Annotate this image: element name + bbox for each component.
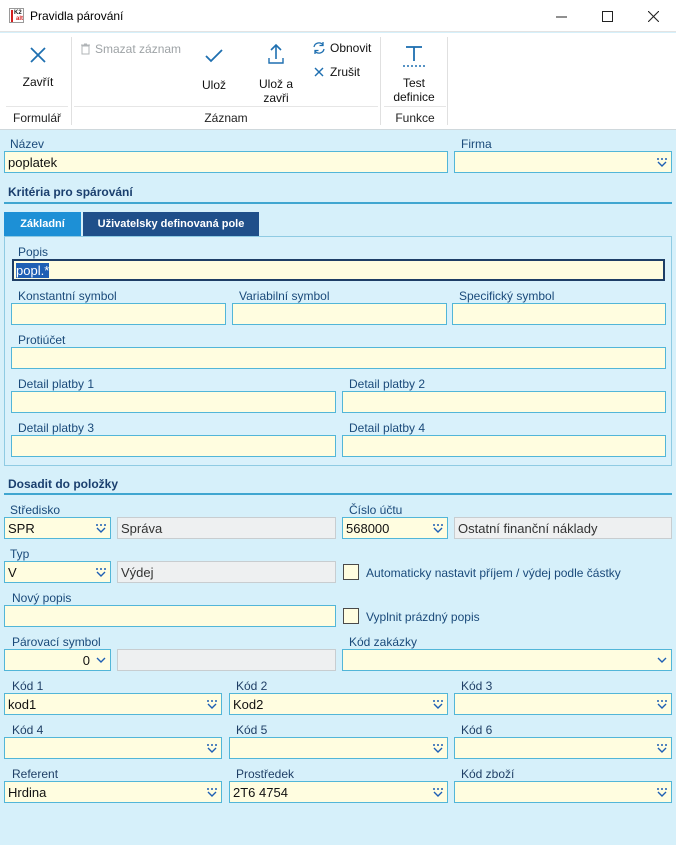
detail3-input[interactable] (11, 435, 336, 457)
goods-code-label: Kód zboží (461, 767, 515, 781)
dropdown-icon (656, 655, 668, 665)
close-window-button[interactable] (630, 0, 676, 32)
auto-type-checkbox[interactable] (343, 564, 359, 580)
detail4-label: Detail platby 4 (349, 421, 426, 435)
pair-symbol-input[interactable]: 0 (4, 649, 111, 671)
assign-section-title: Dosadit do položky (8, 477, 119, 491)
detail4-input[interactable] (342, 435, 666, 457)
criteria-section-title: Kritéria pro spárování (8, 185, 133, 199)
type-label: Typ (10, 547, 30, 561)
title-bar (0, 0, 676, 32)
dropdown-icon (432, 523, 444, 533)
detail3-label: Detail platby 3 (18, 421, 95, 435)
dropdown-icon (95, 523, 107, 533)
minimize-icon (556, 11, 567, 22)
pair-symbol-name (117, 649, 336, 671)
counter-account-label: Protiúčet (18, 333, 66, 347)
assign-section-line (4, 493, 672, 495)
name-label: Název (10, 137, 45, 151)
type-name: Výdej (117, 561, 336, 583)
group-form-label: Formulář (12, 111, 61, 125)
order-code-select[interactable] (342, 649, 672, 671)
tab-basic[interactable]: Základní (4, 212, 81, 236)
variable-symbol-label: Variabilní symbol (239, 289, 330, 303)
code5-select[interactable] (229, 737, 448, 759)
detail2-label: Detail platby 2 (349, 377, 426, 391)
dropdown-icon (206, 743, 218, 753)
referent-select[interactable]: Hrdina (4, 781, 222, 803)
code1-select[interactable]: kod1 (4, 693, 222, 715)
type-select[interactable]: V (4, 561, 111, 583)
trash-icon (80, 43, 91, 55)
company-select[interactable] (454, 151, 672, 173)
dropdown-icon (206, 787, 218, 797)
test-label-2: definice (393, 90, 435, 104)
code5-label: Kód 5 (236, 723, 268, 737)
test-label-1: Test (402, 76, 425, 90)
close-icon (28, 45, 48, 65)
company-label: Firma (461, 137, 492, 151)
counter-account-input[interactable] (11, 347, 666, 369)
dropdown-icon (656, 157, 668, 167)
dropdown-icon (95, 655, 107, 665)
save-close-label-2: zavři (263, 91, 289, 105)
tab-panel-basic (4, 236, 672, 466)
refresh-label: Obnovit (330, 41, 372, 55)
detail1-input[interactable] (11, 391, 336, 413)
save-upload-icon (266, 43, 286, 67)
dropdown-icon (432, 699, 444, 709)
center-select[interactable]: SPR (4, 517, 111, 539)
new-description-label: Nový popis (12, 591, 72, 605)
cancel-label: Zrušit (330, 65, 360, 79)
code4-label: Kód 4 (12, 723, 44, 737)
form-content (0, 131, 676, 845)
name-input[interactable]: poplatek (4, 151, 448, 173)
detail2-input[interactable] (342, 391, 666, 413)
close-icon (648, 11, 659, 22)
tab-user-fields[interactable]: Uživatelsky definovaná pole (83, 212, 259, 236)
code3-select[interactable] (454, 693, 672, 715)
code2-select[interactable]: Kod2 (229, 693, 448, 715)
dropdown-icon (656, 699, 668, 709)
maximize-icon (602, 11, 613, 22)
order-code-label: Kód zakázky (349, 635, 418, 649)
save-close-label-1: Ulož a (258, 77, 293, 91)
variable-symbol-input[interactable] (232, 303, 447, 325)
criteria-section-line (4, 202, 672, 204)
resource-select[interactable]: 2T6 4754 (229, 781, 448, 803)
save-button[interactable] (192, 48, 236, 92)
delete-record-label: Smazat záznam (95, 42, 182, 56)
group-functions-label: Funkce (395, 111, 435, 125)
save-close-button[interactable] (250, 43, 302, 105)
test-definition-button[interactable] (388, 43, 440, 104)
auto-type-label: Automaticky nastavit příjem / výdej podle částky (366, 566, 621, 580)
dropdown-icon (95, 567, 107, 577)
text-format-icon (402, 43, 426, 69)
specific-symbol-input[interactable] (452, 303, 666, 325)
pair-symbol-label: Párovací symbol (12, 635, 101, 649)
minimize-button[interactable] (538, 0, 584, 32)
code2-label: Kód 2 (236, 679, 268, 693)
center-label: Středisko (10, 503, 61, 517)
app-icon: K2 alt (9, 8, 24, 23)
fill-empty-label: Vyplnit prázdný popis (366, 610, 480, 624)
fill-empty-checkbox[interactable] (343, 608, 359, 624)
dropdown-icon (656, 743, 668, 753)
description-input[interactable] (12, 259, 665, 281)
account-name: Ostatní finanční náklady (454, 517, 672, 539)
referent-label: Referent (12, 767, 59, 781)
delete-record-button[interactable] (80, 42, 181, 56)
close-form-button[interactable] (14, 45, 62, 89)
code4-select[interactable] (4, 737, 222, 759)
dropdown-icon (432, 743, 444, 753)
resource-label: Prostředek (236, 767, 295, 781)
dropdown-icon (432, 787, 444, 797)
close-form-label: Zavřít (22, 75, 54, 89)
cancel-icon (312, 65, 326, 79)
code3-label: Kód 3 (461, 679, 493, 693)
code6-label: Kód 6 (461, 723, 493, 737)
account-label: Číslo účtu (349, 503, 403, 517)
constant-symbol-label: Konstantní symbol (18, 289, 117, 303)
save-label: Ulož (201, 78, 226, 92)
specific-symbol-label: Specifický symbol (459, 289, 555, 303)
dropdown-icon (656, 787, 668, 797)
dropdown-icon (206, 699, 218, 709)
refresh-button[interactable] (312, 41, 371, 55)
constant-symbol-input[interactable] (11, 303, 226, 325)
detail1-label: Detail platby 1 (18, 377, 95, 391)
new-description-input[interactable] (4, 605, 336, 627)
cancel-button[interactable] (312, 65, 360, 79)
group-record-label: Záznam (204, 111, 248, 125)
code6-select[interactable] (454, 737, 672, 759)
goods-code-select[interactable] (454, 781, 672, 803)
refresh-icon (312, 41, 326, 55)
description-label: Popis (18, 245, 49, 259)
description-value: popl.* (16, 263, 50, 278)
window-title: Pravidla párování (30, 9, 124, 23)
code1-label: Kód 1 (12, 679, 44, 693)
check-icon (204, 48, 224, 64)
account-select[interactable]: 568000 (342, 517, 448, 539)
center-name: Správa (117, 517, 336, 539)
ribbon-toolbar (0, 33, 676, 130)
maximize-button[interactable] (584, 0, 630, 32)
